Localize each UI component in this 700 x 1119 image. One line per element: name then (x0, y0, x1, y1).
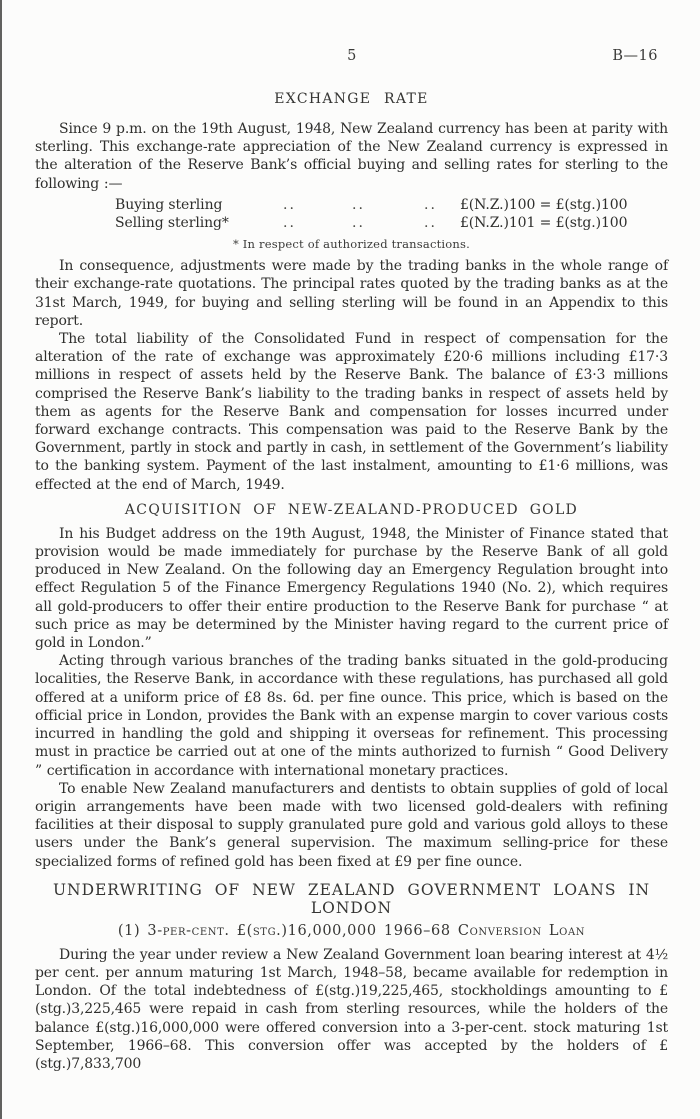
paragraph-gold-dealers: To enable New Zealand manufacturers and dentists to obtain supplies of gold of local origin arrangements have been made with two licensed gold-dealers with refining facilities at their disposal to supply granulated pure gold and various gold alloys to these users under the Bank’s general supervision. The maximum selling-price for these specialized forms of refined gold has been fixed at £9 per fine ounce. (35, 780, 668, 870)
page-content (35, 0, 668, 1073)
leader-dots: .. (283, 196, 296, 213)
section-heading-exchange-rate: EXCHANGE RATE (274, 91, 429, 107)
page-number: 5 (347, 48, 357, 64)
paragraph-gold-purchase: Acting through various branches of the trading banks situated in the gold-producing localities, the Reserve Bank, in accordance with these regulations, has purchased all gold offered at a uniform price of £8 8s. 6d. per fine ounce. This price, which is based on the official price in London, provides the Bank with an expense margin to cover various costs incurred in handling the gold and shipping it overseas for refinement. This processing must in practice be carried out at one of the mints authorized to furnish “ Good Delivery ” certification in accordance with international monetary practices. (35, 653, 668, 779)
rate-label: Buying sterling (115, 196, 223, 213)
exchange-rates-table (35, 196, 668, 251)
leader-dots: .. (352, 215, 365, 232)
rate-row-selling (35, 214, 668, 232)
section-heading-underwriting: UNDERWRITING OF NEW ZEALAND GOVERNMENT LOANS IN LONDON (52, 880, 651, 917)
paragraph-consolidated-fund: The total liability of the Consolidated Fund in respect of compensation for the alteration of the rate of exchange was approximately £20·6 millions including £17·3 millions in respect of assets held by the Reserve Bank. The balance of £3·3 millions comprised the Reserve Bank’s liability to the trading banks in respect of assets held by them as agents for the Reserve Bank and compensation for losses incurred under forward exchange contracts. This compensation was paid to the Reserve Bank by the Government, partly in stock and partly in cash, in settlement of the Government’s liability to the banking system. Payment of the last instalment, amounting to £1·6 millions, was effected at the end of March, 1949. (35, 331, 668, 493)
leader-dots: .. (352, 196, 365, 213)
page-header (35, 48, 668, 65)
section-heading-gold: ACQUISITION OF NEW-ZEALAND-PRODUCED GOLD (124, 501, 579, 518)
leader-dots: .. (424, 215, 437, 232)
rate-row-buying (35, 196, 668, 214)
paragraph-conversion-loan: During the year under review a New Zealand Government loan bearing interest at 4½ per cent. per annum maturing 1st March, 1948–58, became available for redemption in London. Of the total indebtedness of £(stg.)19,225,465, stockholdings amounting to £(stg.)3,225,465 were repaid in cash from sterling resources, while the holders of the balance £(stg.)16,000,000 were offered conversion into a 3-per-cent. stock maturing 1st September, 1966–68. This conversion offer was accepted by the holders of £(stg.)7,833,700 (35, 946, 668, 1072)
report-code: B—16 (612, 48, 658, 64)
paragraph-consequence: In consequence, adjustments were made by the trading banks in the whole range of their exchange-rate quotations. The principal rates quoted by the trading banks as at the 31st March, 1949, for buying and selling sterling will be found in an Appendix to this report. (35, 258, 668, 329)
paragraph-exchange-intro: Since 9 p.m. on the 19th August, 1948, New Zealand currency has been at parity with sterling. This exchange-rate appreciation of the New Zealand currency is expressed in the alteration of the Reserve Bank’s official buying and selling rates for sterling to the following :— (35, 121, 668, 192)
rate-value: £(N.Z.)101 = £(stg.)100 (460, 215, 628, 232)
leader-dots: .. (424, 196, 437, 213)
rate-value: £(N.Z.)100 = £(stg.)100 (460, 196, 628, 213)
subheading-conversion-loan: (1) 3-per-cent. £(stg.)16,000,000 1966–68 Conversion Loan (117, 922, 586, 939)
scan-edge-artifact (0, 0, 2, 1119)
rate-label: Selling sterling* (115, 215, 229, 232)
table-footnote: * In respect of authorized transactions. (233, 237, 470, 252)
leader-dots: .. (283, 215, 296, 232)
paragraph-budget-address: In his Budget address on the 19th August, 1948, the Minister of Finance stated that provision would be made immediately for purchase by the Reserve Bank of all gold produced in New Zealand. On the following day an Emergency Regulation brought into effect Regulation 5 of the Finance Emergency Regulations 1940 (No. 2), which requires all gold-producers to offer their entire production to the Reserve Bank for purchase “ at such price as may be determined by the Minister having regard to the current price of gold in London.” (35, 525, 668, 652)
